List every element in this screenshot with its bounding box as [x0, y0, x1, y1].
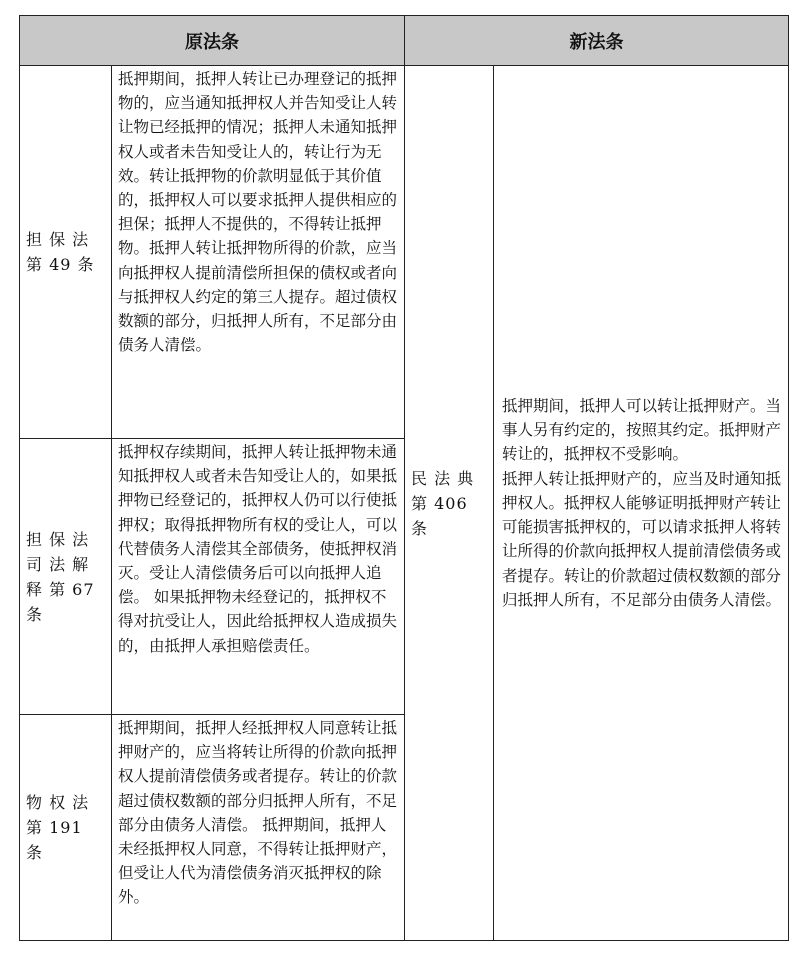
- old-article-source: 担 保 法 第 49 条: [20, 66, 112, 439]
- header-old-articles: 原法条: [20, 16, 405, 66]
- header-new-articles: 新法条: [405, 16, 789, 66]
- new-article-paragraph: 抵押人转让抵押财产的，应当及时通知抵押权人。抵押权人能够证明抵押财产转让可能损害抵押权的，可以请求抵押人将转让所得的价款向抵押权人提前清偿债务或者提存。转让的价款超过债权数额的部分归抵押人所有，不足部分由债务人清偿。: [502, 469, 782, 609]
- old-article-source: 担 保 法 司 法 解 释 第 67 条: [20, 439, 112, 715]
- new-article-text: [494, 66, 789, 941]
- header-row: [20, 16, 789, 66]
- comparison-table-wrapper: [19, 15, 789, 941]
- old-article-text: 抵押权存续期间，抵押人转让抵押物未通知抵押权人或者未告知受让人的，如果抵押物已经登记的，抵押权人仍可以行使抵押权；取得抵押物所有权的受让人，可以代替债务人清偿其全部债务，使抵押权消灭。受让人清偿债务后可以向抵押人追偿。 如果抵押物未经登记的，抵押权不得对抗受让人，因此给抵押权人造成损失的，由抵押人承担赔偿责任。: [112, 439, 405, 715]
- old-article-source: 物 权 法 第 191 条: [20, 715, 112, 941]
- new-article-source: 民 法 典 第 406 条: [405, 66, 494, 941]
- law-comparison-table: [19, 15, 789, 941]
- old-article-text: 抵押期间，抵押人转让已办理登记的抵押物的，应当通知抵押权人并告知受让人转让物已经抵押的情况；抵押人未通知抵押权人或者未告知受让人的，转让行为无效。转让抵押物的价款明显低于其价值的，抵押权人可以要求抵押人提供相应的担保；抵押人不提供的，不得转让抵押物。抵押人转让抵押物所得的价款，应当向抵押权人提前清偿所担保的债权或者向与抵押权人约定的第三人提存。超过债权数额的部分，归抵押人所有，不足部分由债务人清偿。: [112, 66, 405, 439]
- new-article-paragraph: 抵押期间，抵押人可以转让抵押财产。当事人另有约定的，按照其约定。抵押财产转让的，抵押权不受影响。: [502, 397, 782, 464]
- old-article-text: 抵押期间，抵押人经抵押权人同意转让抵押财产的，应当将转让所得的价款向抵押权人提前清偿债务或者提存。转让的价款超过债权数额的部分归抵押人所有，不足部分由债务人清偿。 抵押期间，抵押人未经抵押权人同意，不得转让抵押财产，但受让人代为清偿债务消灭抵押权的除外。: [112, 715, 405, 941]
- table-row: [20, 66, 789, 439]
